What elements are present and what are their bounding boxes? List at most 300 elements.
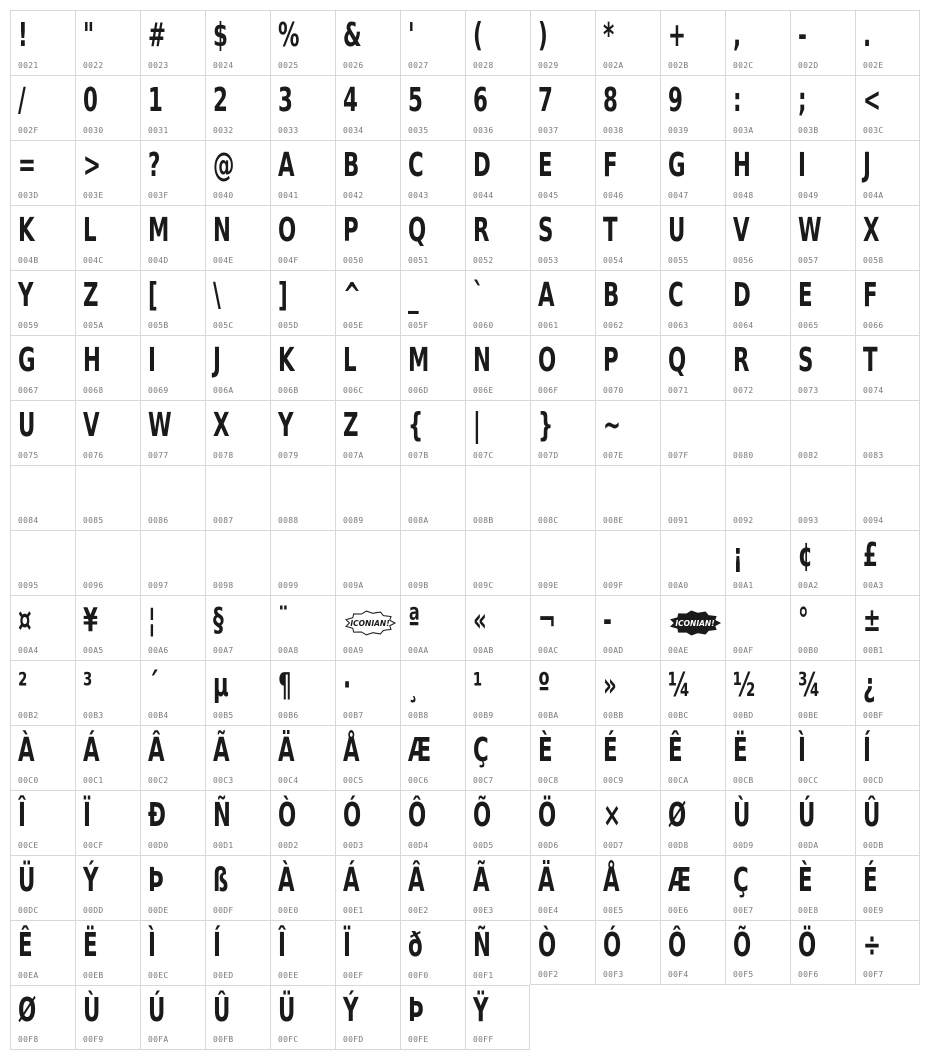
glyph-code: 00A9 — [343, 646, 364, 655]
glyph-char: Ö — [538, 795, 557, 834]
glyph-char: | — [473, 405, 481, 444]
glyph-code: 00C5 — [343, 776, 364, 785]
glyph-code: 003D — [18, 191, 39, 200]
glyph-cell — [855, 725, 920, 790]
glyph-char: O — [278, 210, 297, 249]
glyph-char: § — [213, 600, 224, 639]
glyph-char: Í — [863, 730, 871, 769]
glyph-char: B — [343, 145, 360, 184]
glyph-char: ` — [473, 275, 484, 314]
glyph-code: 00A8 — [278, 646, 299, 655]
glyph-cell — [335, 530, 400, 595]
glyph-char: Ç — [733, 860, 749, 899]
glyph-cell — [10, 335, 75, 400]
glyph-cell — [790, 595, 855, 660]
glyph-cell — [140, 270, 205, 335]
glyph-cell — [595, 75, 660, 140]
glyph-cell — [75, 335, 140, 400]
glyph-code: 00E7 — [733, 906, 754, 915]
glyph-code: 0072 — [733, 386, 754, 395]
glyph-cell — [530, 790, 595, 855]
glyph-code: 0066 — [863, 321, 884, 330]
glyph-code: 007F — [668, 451, 689, 460]
glyph-cell — [855, 790, 920, 855]
glyph-char: Î — [278, 925, 286, 964]
glyph-cell — [205, 725, 270, 790]
glyph-code: 0056 — [733, 256, 754, 265]
glyph-code: 0096 — [83, 581, 104, 590]
glyph-code: 009F — [603, 581, 624, 590]
glyph-char: ¥ — [83, 600, 98, 639]
glyph-code: 0091 — [668, 516, 689, 525]
glyph-code: 00A3 — [863, 581, 884, 590]
glyph-code: 007E — [603, 451, 624, 460]
glyph-char: { — [408, 405, 424, 444]
glyph-char: Å — [343, 730, 360, 769]
glyph-char: Ô — [408, 795, 427, 834]
glyph-code: 00A7 — [213, 646, 234, 655]
glyph-code: 00EB — [83, 971, 104, 980]
glyph-cell — [335, 205, 400, 270]
glyph-cell — [660, 790, 725, 855]
glyph-cell — [855, 140, 920, 205]
glyph-cell — [595, 10, 660, 75]
glyph-cell — [75, 75, 140, 140]
glyph-cell — [140, 10, 205, 75]
glyph-cell — [855, 855, 920, 920]
glyph-cell — [10, 205, 75, 270]
glyph-char: Ã — [473, 860, 490, 899]
glyph-code: 00B3 — [83, 711, 104, 720]
glyph-char: K — [278, 340, 295, 379]
iconian-logo-text: ICONIAN! — [675, 619, 715, 628]
glyph-cell — [400, 75, 465, 140]
glyph-char: I — [798, 145, 806, 184]
glyph-code: 00C0 — [18, 776, 39, 785]
glyph-cell — [270, 140, 335, 205]
glyph-char: ³ — [83, 665, 93, 704]
glyph-char: Õ — [733, 925, 752, 964]
glyph-code: 0060 — [473, 321, 494, 330]
glyph-char: G — [668, 145, 686, 184]
glyph-code: 00DF — [213, 906, 234, 915]
glyph-char: Ì — [798, 730, 806, 769]
glyph-cell — [530, 75, 595, 140]
glyph-code: 0023 — [148, 61, 169, 70]
glyph-code: 00F3 — [603, 970, 624, 979]
glyph-code: 0048 — [733, 191, 754, 200]
glyph-char: U — [18, 405, 36, 444]
glyph-cell — [10, 465, 75, 530]
glyph-cell — [530, 335, 595, 400]
glyph-code: 00D0 — [148, 841, 169, 850]
glyph-char: Ñ — [473, 925, 491, 964]
glyph-code: 006C — [343, 386, 364, 395]
glyph-char: ð — [408, 925, 423, 964]
glyph-grid — [10, 10, 920, 1050]
glyph-code: 00BB — [603, 711, 624, 720]
glyph-code: 00B2 — [18, 711, 39, 720]
glyph-code: 0057 — [798, 256, 819, 265]
glyph-code: 008B — [473, 516, 494, 525]
glyph-code: 0086 — [148, 516, 169, 525]
glyph-char: U — [668, 210, 686, 249]
glyph-code: 0084 — [18, 516, 39, 525]
glyph-char: T — [603, 210, 618, 249]
glyph-char: 1 — [148, 80, 163, 119]
glyph-code: 00AA — [408, 646, 429, 655]
glyph-code: 0029 — [538, 61, 559, 70]
glyph-code: 003F — [148, 191, 169, 200]
glyph-cell — [75, 10, 140, 75]
glyph-code: 00A5 — [83, 646, 104, 655]
glyph-char: ; — [798, 80, 807, 119]
glyph-code: 0035 — [408, 126, 429, 135]
glyph-cell — [595, 790, 660, 855]
glyph-cell — [335, 985, 400, 1050]
glyph-cell — [140, 140, 205, 205]
glyph-code: 005E — [343, 321, 364, 330]
glyph-cell — [75, 985, 140, 1050]
glyph-code: 0044 — [473, 191, 494, 200]
glyph-cell — [205, 75, 270, 140]
glyph-code: 0031 — [148, 126, 169, 135]
glyph-cell — [205, 465, 270, 530]
glyph-cell — [855, 595, 920, 660]
glyph-code: 00E2 — [408, 906, 429, 915]
glyph-char: S — [538, 210, 554, 249]
glyph-char: Ð — [148, 795, 166, 834]
glyph-code: 004B — [18, 256, 39, 265]
glyph-code: 0025 — [278, 61, 299, 70]
glyph-code: 002A — [603, 61, 624, 70]
glyph-cell — [660, 660, 725, 725]
glyph-code: 00ED — [213, 971, 234, 980]
glyph-cell — [335, 465, 400, 530]
glyph-char: \ — [213, 275, 221, 314]
glyph-char: Í — [213, 925, 221, 964]
glyph-cell — [855, 10, 920, 75]
glyph-code: 00F0 — [408, 971, 429, 980]
glyph-char: Î — [18, 795, 26, 834]
glyph-char: 7 — [538, 80, 553, 119]
glyph-cell — [270, 530, 335, 595]
glyph-cell — [75, 725, 140, 790]
glyph-char: E — [798, 275, 813, 314]
glyph-code: 0034 — [343, 126, 364, 135]
glyph-code: 0026 — [343, 61, 364, 70]
glyph-char: H — [83, 340, 101, 379]
glyph-char: ( — [473, 15, 483, 54]
glyph-char: R — [733, 340, 750, 379]
glyph-code: 0051 — [408, 256, 429, 265]
glyph-char: C — [408, 145, 424, 184]
glyph-code: 0095 — [18, 581, 39, 590]
glyph-cell — [465, 10, 530, 75]
glyph-code: 00D1 — [213, 841, 234, 850]
glyph-cell — [465, 725, 530, 790]
glyph-code: 007B — [408, 451, 429, 460]
glyph-char: × — [603, 795, 621, 834]
glyph-code: 00FD — [343, 1035, 364, 1044]
glyph-code: 0068 — [83, 386, 104, 395]
glyph-cell — [660, 270, 725, 335]
glyph-cell — [400, 270, 465, 335]
glyph-cell — [205, 140, 270, 205]
glyph-code: 005B — [148, 321, 169, 330]
glyph-code: 00D7 — [603, 841, 624, 850]
glyph-code: 005D — [278, 321, 299, 330]
glyph-code: 00DA — [798, 841, 819, 850]
glyph-cell — [790, 855, 855, 920]
glyph-code: 00E9 — [863, 906, 884, 915]
glyph-char: Æ — [408, 730, 432, 769]
glyph-cell — [855, 75, 920, 140]
glyph-code: 00D4 — [408, 841, 429, 850]
glyph-char: M — [408, 340, 430, 379]
glyph-cell — [140, 465, 205, 530]
glyph-code: 0082 — [798, 451, 819, 460]
glyph-char: L — [343, 340, 357, 379]
glyph-code: 00B4 — [148, 711, 169, 720]
glyph-char: J — [863, 145, 871, 184]
glyph-cell — [270, 270, 335, 335]
glyph-char: ¼ — [668, 665, 691, 704]
glyph-cell — [205, 790, 270, 855]
glyph-cell — [270, 400, 335, 465]
glyph-code: 0040 — [213, 191, 234, 200]
glyph-cell — [400, 400, 465, 465]
glyph-code: 00D5 — [473, 841, 494, 850]
glyph-code: 009C — [473, 581, 494, 590]
glyph-char: ¾ — [798, 665, 821, 704]
glyph-cell — [270, 465, 335, 530]
glyph-code: 009A — [343, 581, 364, 590]
glyph-char: ] — [278, 275, 288, 314]
glyph-code: 0099 — [278, 581, 299, 590]
glyph-cell — [790, 790, 855, 855]
glyph-cell — [660, 465, 725, 530]
glyph-char: Ê — [18, 925, 33, 964]
glyph-char: V — [733, 210, 750, 249]
glyph-cell — [400, 855, 465, 920]
glyph-code: 0061 — [538, 321, 559, 330]
glyph-char: Ò — [278, 795, 297, 834]
glyph-cell — [530, 530, 595, 595]
glyph-code: 0078 — [213, 451, 234, 460]
glyph-char: Z — [83, 275, 99, 314]
glyph-cell — [10, 10, 75, 75]
glyph-cell — [855, 920, 920, 985]
glyph-code: 008C — [538, 516, 559, 525]
glyph-char: Ï — [83, 795, 91, 834]
glyph-char: / — [18, 80, 26, 119]
glyph-cell — [205, 335, 270, 400]
glyph-char: Y — [18, 275, 34, 314]
glyph-cell — [205, 205, 270, 270]
glyph-char: ± — [863, 600, 881, 639]
glyph-char: X — [213, 405, 230, 444]
glyph-cell — [790, 335, 855, 400]
glyph-cell — [400, 660, 465, 725]
glyph-char: ) — [538, 15, 548, 54]
glyph-char: Ù — [83, 990, 101, 1029]
glyph-cell — [855, 400, 920, 465]
glyph-cell — [10, 660, 75, 725]
glyph-char: C — [668, 275, 684, 314]
glyph-code: 0097 — [148, 581, 169, 590]
glyph-char: Þ — [148, 860, 164, 899]
glyph-code: 00B1 — [863, 646, 884, 655]
glyph-char: º — [538, 665, 551, 704]
glyph-code: 00D3 — [343, 841, 364, 850]
glyph-code: 008A — [408, 516, 429, 525]
glyph-cell — [660, 205, 725, 270]
glyph-code: 0069 — [148, 386, 169, 395]
glyph-code: 0058 — [863, 256, 884, 265]
glyph-cell — [10, 790, 75, 855]
glyph-char: Ç — [473, 730, 489, 769]
glyph-cell — [855, 205, 920, 270]
glyph-code: 0085 — [83, 516, 104, 525]
glyph-cell — [75, 205, 140, 270]
glyph-code: 002B — [668, 61, 689, 70]
glyph-cell — [140, 595, 205, 660]
glyph-char: 0 — [83, 80, 98, 119]
glyph-cell — [140, 920, 205, 985]
glyph-char: Ÿ — [473, 990, 489, 1029]
glyph-code: 005F — [408, 321, 429, 330]
glyph-char: N — [213, 210, 231, 249]
glyph-code: 002C — [733, 61, 754, 70]
glyph-code: 002F — [18, 126, 39, 135]
glyph-cell — [75, 660, 140, 725]
glyph-cell — [335, 920, 400, 985]
glyph-char: Ë — [733, 730, 748, 769]
glyph-char: 4 — [343, 80, 358, 119]
glyph-code: 0098 — [213, 581, 234, 590]
glyph-code: 00BF — [863, 711, 884, 720]
glyph-cell — [75, 270, 140, 335]
glyph-code: 00D6 — [538, 841, 559, 850]
glyph-code: 0073 — [798, 386, 819, 395]
glyph-code: 0042 — [343, 191, 364, 200]
glyph-cell — [400, 985, 465, 1050]
glyph-char: Z — [343, 405, 359, 444]
glyph-code: 0074 — [863, 386, 884, 395]
glyph-code: 0052 — [473, 256, 494, 265]
glyph-code: 0076 — [83, 451, 104, 460]
glyph-cell — [465, 855, 530, 920]
glyph-char: ¬ — [538, 600, 556, 639]
glyph-code: 0032 — [213, 126, 234, 135]
glyph-char: H — [733, 145, 751, 184]
glyph-code: 00C3 — [213, 776, 234, 785]
glyph-char: Æ — [668, 860, 692, 899]
glyph-cell — [595, 140, 660, 205]
glyph-cell — [595, 725, 660, 790]
glyph-cell — [530, 400, 595, 465]
glyph-char: Ó — [343, 795, 362, 834]
glyph-char: È — [798, 860, 813, 899]
glyph-char: Ù — [733, 795, 751, 834]
glyph-char: Ü — [18, 860, 36, 899]
glyph-cell — [75, 855, 140, 920]
glyph-code: 0030 — [83, 126, 104, 135]
glyph-char: Á — [83, 730, 100, 769]
glyph-code: 0070 — [603, 386, 624, 395]
glyph-code: 00CC — [798, 776, 819, 785]
glyph-char: P — [603, 340, 619, 379]
glyph-cell — [205, 920, 270, 985]
glyph-cell — [10, 530, 75, 595]
glyph-char: Û — [863, 795, 881, 834]
iconian-logo-icon — [669, 609, 721, 637]
glyph-cell — [530, 465, 595, 530]
glyph-code: 0038 — [603, 126, 624, 135]
glyph-cell — [270, 10, 335, 75]
glyph-code: 00D2 — [278, 841, 299, 850]
glyph-cell — [725, 660, 790, 725]
glyph-char: B — [603, 275, 620, 314]
glyph-cell — [725, 855, 790, 920]
glyph-code: 0088 — [278, 516, 299, 525]
glyph-code: 00C6 — [408, 776, 429, 785]
glyph-char: Õ — [473, 795, 492, 834]
glyph-code: 0094 — [863, 516, 884, 525]
glyph-code: 00C7 — [473, 776, 494, 785]
glyph-code: 0065 — [798, 321, 819, 330]
glyph-code: 006D — [408, 386, 429, 395]
glyph-cell — [140, 400, 205, 465]
glyph-cell — [855, 335, 920, 400]
glyph-code: 00F5 — [733, 970, 754, 979]
glyph-cell — [270, 985, 335, 1050]
glyph-char: Ë — [83, 925, 98, 964]
glyph-cell — [75, 140, 140, 205]
glyph-cell — [725, 595, 790, 660]
glyph-char: > — [83, 145, 101, 184]
glyph-cell — [855, 270, 920, 335]
glyph-char: ^ — [343, 275, 361, 314]
glyph-char: 9 — [668, 80, 683, 119]
glyph-cell — [335, 790, 400, 855]
glyph-char: I — [148, 340, 156, 379]
glyph-char: · — [343, 665, 352, 704]
glyph-char: Á — [343, 860, 360, 899]
glyph-char: Y — [278, 405, 294, 444]
glyph-cell — [270, 205, 335, 270]
glyph-char: E — [538, 145, 553, 184]
glyph-char: % — [278, 15, 300, 54]
glyph-code: 00F4 — [668, 970, 689, 979]
glyph-code: 006E — [473, 386, 494, 395]
glyph-char: F — [603, 145, 618, 184]
glyph-code: 00C9 — [603, 776, 624, 785]
glyph-code: 00F7 — [863, 970, 884, 979]
glyph-char: Ú — [798, 795, 816, 834]
glyph-cell — [530, 855, 595, 920]
glyph-cell — [790, 725, 855, 790]
glyph-cell — [660, 595, 725, 660]
glyph-code: 0062 — [603, 321, 624, 330]
glyph-char: } — [538, 405, 554, 444]
glyph-char: Ô — [668, 925, 687, 964]
glyph-cell — [595, 335, 660, 400]
glyph-code: 0053 — [538, 256, 559, 265]
glyph-code: 00E5 — [603, 906, 624, 915]
glyph-code: 0092 — [733, 516, 754, 525]
